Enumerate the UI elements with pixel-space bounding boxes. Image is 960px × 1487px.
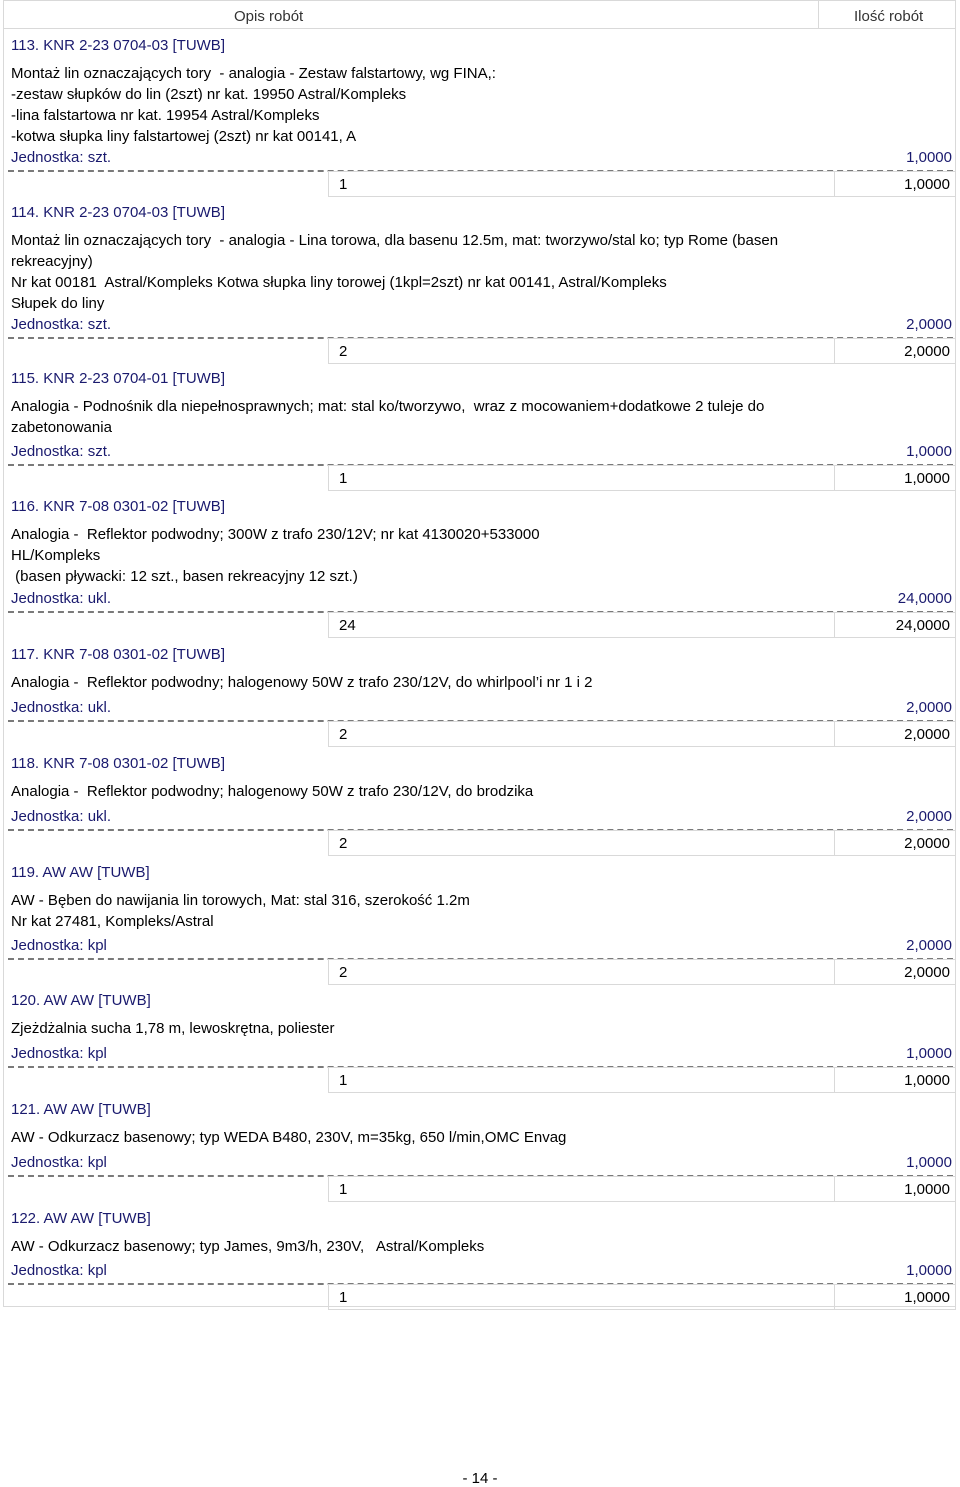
header-quantity: Ilość robót <box>854 8 924 25</box>
unit-total: 1,0000 <box>906 1262 952 1279</box>
page-number: - 14 - <box>462 1470 498 1487</box>
unit-label: Jednostka: szt. <box>11 443 112 460</box>
unit-total: 1,0000 <box>906 443 952 460</box>
unit-total: 1,0000 <box>906 1154 952 1171</box>
position-description: Montaż lin oznaczających tory - analogia - Lina torowa, dla basenu 12.5m, mat: tworzywo/stal ko; typ Rome (basen rekreacyjny) Nr kat 00181 Astral/Kompleks Kotwa słupka liny torowej (1kpl=2szt) nr kat 00141, Astral/Kompleks Słupek do liny <box>11 232 779 312</box>
header-description: Opis robót <box>234 8 304 25</box>
position-code: 118. KNR 7-08 0301-02 [TUWB] <box>11 755 225 772</box>
unit-label: Jednostka: kpl <box>11 937 107 954</box>
unit-label: Jednostka: szt. <box>11 316 112 333</box>
unit-label: Jednostka: kpl <box>11 1045 107 1062</box>
unit-total: 1,0000 <box>906 1045 952 1062</box>
unit-label: Jednostka: ukl. <box>11 808 112 825</box>
unit-label: Jednostka: szt. <box>11 149 112 166</box>
position-description: AW - Bęben do nawijania lin torowych, Mat: stal 316, szerokość 1.2m Nr kat 27481, Kompleks/Astral <box>11 892 470 930</box>
calc-formula: 1 <box>339 470 348 487</box>
position-code: 117. KNR 7-08 0301-02 [TUWB] <box>11 646 225 663</box>
unit-label: Jednostka: ukl. <box>11 590 112 607</box>
unit-total: 2,0000 <box>906 937 952 954</box>
calc-formula: 2 <box>339 964 348 981</box>
position-description: Analogia - Podnośnik dla niepełnosprawnych; mat: stal ko/tworzywo, wraz z mocowaniem+dodatkowe 2 tuleje do zabetonowania <box>11 398 769 436</box>
unit-total: 2,0000 <box>906 316 952 333</box>
position-description: AW - Odkurzacz basenowy; typ WEDA B480, 230V, m=35kg, 650 l/min,OMC Envag <box>11 1129 567 1146</box>
unit-total: 2,0000 <box>906 699 952 716</box>
calc-formula: 24 <box>339 617 356 634</box>
calc-formula: 2 <box>339 835 348 852</box>
unit-total: 24,0000 <box>897 590 952 607</box>
position-description: Montaż lin oznaczających tory - analogia - Zestaw falstartowy, wg FINA,: -zestaw słupków do lin (2szt) nr kat. 19950 Astral/Kompleks -lina falstartowa nr kat. 19954 Astral/Kompleks -kotwa słupka liny falstartowej (2szt) nr kat 00141, A <box>11 65 496 145</box>
calc-value: 2,0000 <box>904 835 950 852</box>
calculation-row <box>328 338 956 364</box>
calc-value: 1,0000 <box>904 1072 950 1089</box>
position-description: Analogia - Reflektor podwodny; halogenowy 50W z trafo 230/12V, do whirlpool’i nr 1 i 2 <box>11 674 593 691</box>
calculation-row <box>328 1284 956 1310</box>
position-code: 120. AW AW [TUWB] <box>11 992 151 1009</box>
calculation-row <box>328 171 956 197</box>
calculation-row <box>328 721 956 747</box>
calc-value: 24,0000 <box>895 617 950 634</box>
calculation-row <box>328 612 956 638</box>
position-code: 122. AW AW [TUWB] <box>11 1210 151 1227</box>
position-code: 119. AW AW [TUWB] <box>11 864 150 881</box>
calculation-row <box>328 465 956 491</box>
unit-label: Jednostka: kpl <box>11 1154 107 1171</box>
unit-total: 1,0000 <box>906 149 952 166</box>
position-description: AW - Odkurzacz basenowy; typ James, 9m3/h, 230V, Astral/Kompleks <box>11 1238 485 1255</box>
calc-formula: 2 <box>339 726 348 743</box>
calc-formula: 2 <box>339 343 348 360</box>
calc-value: 2,0000 <box>904 964 950 981</box>
calc-formula: 1 <box>339 1072 348 1089</box>
position-description: Zjeżdżalnia sucha 1,78 m, lewoskrętna, poliester <box>11 1020 335 1037</box>
position-code: 116. KNR 7-08 0301-02 [TUWB] <box>11 498 225 515</box>
position-code: 113. KNR 2-23 0704-03 [TUWB] <box>11 37 225 54</box>
header-separator <box>3 28 956 29</box>
calculation-row <box>328 830 956 856</box>
position-description: Analogia - Reflektor podwodny; 300W z trafo 230/12V; nr kat 4130020+533000 HL/Kompleks (basen pływacki: 12 szt., basen rekreacyjny 12 szt.) <box>11 526 540 585</box>
calc-formula: 1 <box>339 1181 348 1198</box>
calc-value: 1,0000 <box>904 1181 950 1198</box>
position-code: 115. KNR 2-23 0704-01 [TUWB] <box>11 370 225 387</box>
unit-label: Jednostka: kpl <box>11 1262 107 1279</box>
calculation-row <box>328 959 956 985</box>
position-code: 114. KNR 2-23 0704-03 [TUWB] <box>11 204 225 221</box>
unit-total: 2,0000 <box>906 808 952 825</box>
calc-formula: 1 <box>339 1289 348 1306</box>
calculation-row <box>328 1176 956 1202</box>
calc-formula: 1 <box>339 176 348 193</box>
header-divider <box>818 0 819 28</box>
calc-value: 2,0000 <box>904 343 950 360</box>
position-code: 121. AW AW [TUWB] <box>11 1101 151 1118</box>
unit-label: Jednostka: ukl. <box>11 699 112 716</box>
calc-value: 1,0000 <box>904 1289 950 1306</box>
calc-value: 1,0000 <box>904 176 950 193</box>
position-description: Analogia - Reflektor podwodny; halogenowy 50W z trafo 230/12V, do brodzika <box>11 783 534 800</box>
calc-value: 2,0000 <box>904 726 950 743</box>
calc-value: 1,0000 <box>904 470 950 487</box>
calculation-row <box>328 1067 956 1093</box>
